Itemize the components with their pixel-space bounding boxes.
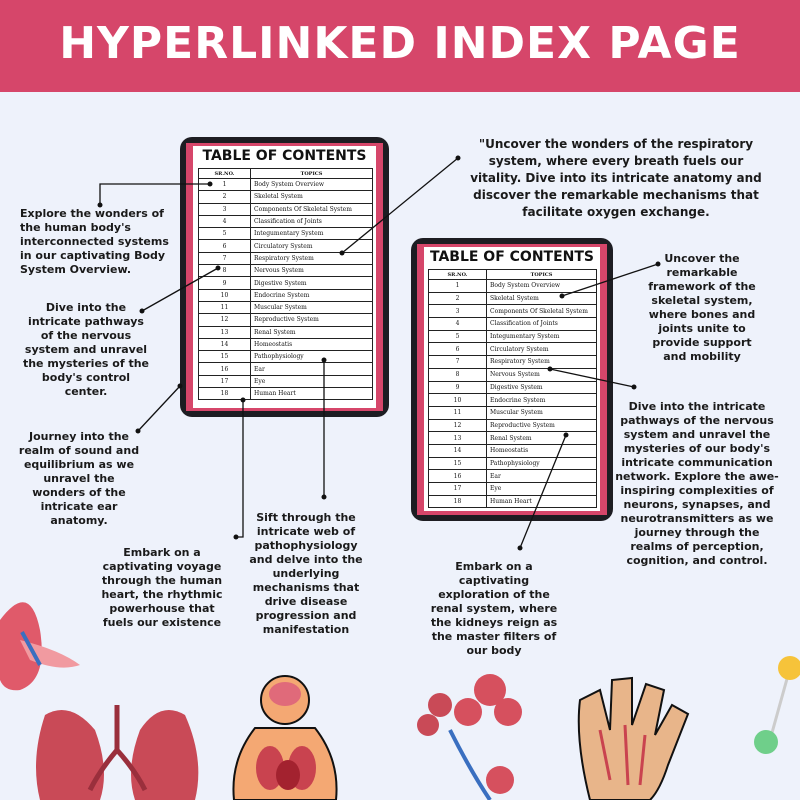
toc-row-number: 3 [199, 203, 251, 215]
toc-row-number: 8 [199, 265, 251, 277]
toc-row-topic-link[interactable]: Components Of Skeletal System [487, 305, 597, 318]
toc-row-topic-link[interactable]: Muscular System [487, 406, 597, 419]
toc-row-number: 15 [199, 351, 251, 363]
note-nervous-right: Dive into the intricate pathways of the nervous system and unravel the mysteries of our body's intricate communication network. Explore the awe-inspiring complexities of neurons, synapses, and neurotransmitters as we journey through the realms of perception, cognition, and control. [615, 400, 779, 567]
toc-title-left: TABLE OF CONTENTS [202, 148, 367, 164]
toc-row-topic-link[interactable]: Integumentary System [251, 228, 373, 240]
toc-row-topic-link[interactable]: Respiratory System [487, 356, 597, 369]
toc-row-number: 7 [429, 356, 487, 369]
note-skeletal: Uncover the remarkable framework of the skeletal system, where bones and joints unite to provide support and mobility [648, 252, 756, 363]
toc-header-topics: TOPICS [487, 270, 597, 280]
toc-row-topic-link[interactable]: Renal System [487, 432, 597, 445]
toc-row-topic-link[interactable]: Nervous System [251, 265, 373, 277]
toc-row-topic-link[interactable]: Components Of Skeletal System [251, 203, 373, 215]
toc-header-topics: TOPICS [251, 169, 373, 179]
toc-row-topic-link[interactable]: Nervous System [487, 368, 597, 381]
toc-row-number: 18 [429, 495, 487, 508]
toc-row-topic-link[interactable]: Body System Overview [487, 280, 597, 293]
toc-row-topic-link[interactable]: Skeletal System [251, 191, 373, 203]
toc-row-number: 2 [429, 292, 487, 305]
note-heart: Embark on a captivating voyage through the human heart, the rhythmic powerhouse that fuels our existence [101, 546, 223, 629]
toc-row-number: 16 [199, 363, 251, 375]
toc-row-topic-link[interactable]: Skeletal System [487, 292, 597, 305]
toc-row-number: 2 [199, 191, 251, 203]
toc-row-topic-link[interactable]: Ear [487, 470, 597, 483]
toc-row-topic-link[interactable]: Pathophysiology [487, 457, 597, 470]
toc-row-topic-link[interactable]: Pathophysiology [251, 351, 373, 363]
ear-illustration [0, 602, 80, 690]
toc-row-topic-link[interactable]: Homeostatis [251, 338, 373, 350]
toc-row-number: 18 [199, 388, 251, 400]
toc-row-number: 8 [429, 368, 487, 381]
toc-row-number: 17 [199, 375, 251, 387]
toc-row-number: 5 [199, 228, 251, 240]
toc-row-number: 9 [429, 381, 487, 394]
toc-row-topic-link[interactable]: Circulatory System [487, 343, 597, 356]
toc-row-number: 13 [429, 432, 487, 445]
toc-row-topic-link[interactable]: Respiratory System [251, 252, 373, 264]
toc-row-number: 10 [429, 394, 487, 407]
note-pathophysiology: Sift through the intricate web of pathophysiology and delve into the underlying mechanisms that drive disease progression and manifestation [249, 511, 363, 636]
toc-row-topic-link[interactable]: Reproductive System [251, 314, 373, 326]
toc-row-topic-link[interactable]: Eye [251, 375, 373, 387]
toc-row-topic-link[interactable]: Muscular System [251, 301, 373, 313]
toc-row-topic-link[interactable]: Digestive System [251, 277, 373, 289]
toc-row-number: 12 [199, 314, 251, 326]
toc-row-topic-link[interactable]: Body System Overview [251, 179, 373, 191]
toc-row-number: 3 [429, 305, 487, 318]
note-body-system-overview: Explore the wonders of the human body's interconnected systems in our captivating Body System Overview. [20, 207, 169, 276]
note-renal: Embark on a captivating exploration of the renal system, where the kidneys reign as the master filters of our body [430, 560, 558, 657]
toc-row-number: 7 [199, 252, 251, 264]
human-body-illustration [233, 676, 336, 800]
toc-row-number: 14 [429, 444, 487, 457]
molecule-illustration [754, 656, 800, 754]
toc-title-right: TABLE OF CONTENTS [429, 249, 595, 265]
toc-header-no: SR.NO. [199, 169, 251, 179]
toc-row-number: 6 [429, 343, 487, 356]
toc-row-topic-link[interactable]: Human Heart [487, 495, 597, 508]
toc-row-number: 13 [199, 326, 251, 338]
toc-row-number: 1 [429, 280, 487, 293]
toc-row-number: 17 [429, 483, 487, 496]
toc-row-number: 10 [199, 289, 251, 301]
note-ear: Journey into the realm of sound and equilibrium as we unravel the wonders of the intricate ear anatomy. [18, 430, 140, 527]
alveoli-illustration [417, 674, 522, 800]
toc-row-topic-link[interactable]: Endocrine System [487, 394, 597, 407]
toc-row-number: 16 [429, 470, 487, 483]
toc-row-number: 14 [199, 338, 251, 350]
toc-row-topic-link[interactable]: Homeostatis [487, 444, 597, 457]
toc-row-topic-link[interactable]: Endocrine System [251, 289, 373, 301]
toc-row-number: 11 [429, 406, 487, 419]
page-title: HYPERLINKED INDEX PAGE [59, 18, 741, 69]
toc-header-no: SR.NO. [429, 270, 487, 280]
note-nervous-left: Dive into the intricate pathways of the nervous system and unravel the mysteries of the body's control center. [22, 301, 150, 398]
toc-row-topic-link[interactable]: Human Heart [251, 388, 373, 400]
toc-row-number: 12 [429, 419, 487, 432]
toc-row-topic-link[interactable]: Digestive System [487, 381, 597, 394]
toc-row-number: 15 [429, 457, 487, 470]
toc-row-topic-link[interactable]: Eye [487, 483, 597, 496]
toc-row-topic-link[interactable]: Classification of Joints [487, 318, 597, 331]
toc-row-number: 11 [199, 301, 251, 313]
toc-row-number: 6 [199, 240, 251, 252]
toc-row-topic-link[interactable]: Integumentary System [487, 330, 597, 343]
toc-row-number: 1 [199, 179, 251, 191]
toc-row-number: 9 [199, 277, 251, 289]
toc-row-topic-link[interactable]: Renal System [251, 326, 373, 338]
toc-row-topic-link[interactable]: Circulatory System [251, 240, 373, 252]
note-respiratory: "Uncover the wonders of the respiratory system, where every breath fuels our vitality. Dive into its intricate anatomy and discover the remarkable mechanisms that facilitate oxygen exchange. [470, 137, 762, 219]
toc-row-number: 4 [199, 215, 251, 227]
toc-row-number: 5 [429, 330, 487, 343]
toc-row-number: 4 [429, 318, 487, 331]
toc-row-topic-link[interactable]: Ear [251, 363, 373, 375]
toc-row-topic-link[interactable]: Classification of Joints [251, 215, 373, 227]
toc-row-topic-link[interactable]: Reproductive System [487, 419, 597, 432]
hand-anatomy-illustration [579, 678, 688, 800]
lungs-illustration [36, 705, 198, 800]
